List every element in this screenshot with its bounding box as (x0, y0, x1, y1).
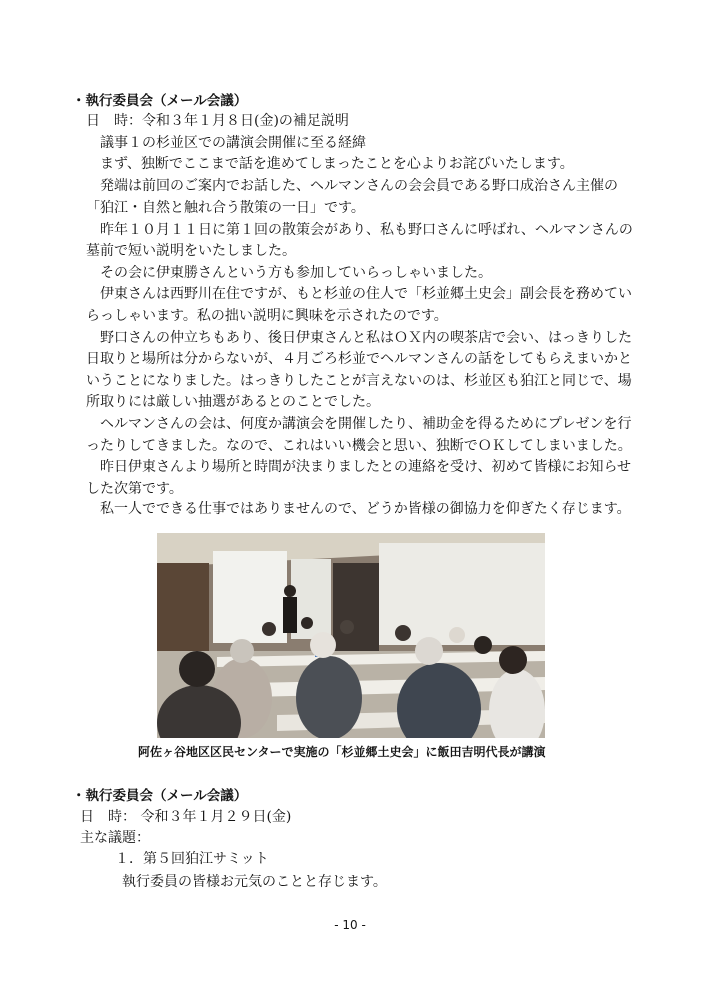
section1-datetime: 日 時：令和３年１月８日(金)の補足説明 (86, 113, 349, 129)
photo-speaker-head (284, 585, 296, 597)
body-line: 私一人でできる仕事ではありませんので、どうか皆様の御協力を仰ぎたく存じます。 (100, 501, 631, 517)
section1-agenda-item: 議事１の杉並区での講演会開催に至る経緯 (100, 135, 366, 151)
body-line: 発端は前回のご案内でお話した、ヘルマンさんの会会員である野口成治さん主催の (100, 178, 618, 194)
body-line: 墓前で短い説明をいたしました。 (86, 243, 296, 259)
page-number: - 10 - (334, 918, 366, 932)
body-line: 野口さんの仲立ちもあり、後日伊東さんと私はＯＸ内の喫茶店で会い、はっきりした (100, 330, 632, 346)
photo-speaker-body (283, 597, 297, 633)
body-line: 所取りには厳しい抽選があるとのことでした。 (86, 394, 380, 410)
photo-audience-head (499, 646, 527, 674)
photo-audience-head (262, 622, 276, 636)
body-line: 昨日伊東さんより場所と時間が決まりましたとの連絡を受け、初めて皆様にお知らせ (100, 459, 632, 475)
photo-audience-head (415, 637, 443, 665)
body-line: した次第です。 (86, 481, 183, 497)
body-line: ったりしてきました。なので、これはいい機会と思い、独断でＯＫしてしまいました。 (86, 438, 632, 454)
photo-audience-head (230, 639, 254, 663)
body-line: その会に伊東勝さんという方も参加していらっしゃいました。 (100, 265, 492, 281)
section2-agenda-item: １．第５回狛江サミット (115, 851, 269, 867)
body-line: 「狛江・自然と触れ合う散策の一日」です。 (86, 200, 365, 216)
photo-audience-head (310, 632, 336, 658)
section2-heading: ・執行委員会（メール会議） (72, 788, 248, 804)
photo-back-wall-dark (333, 563, 379, 651)
photo-audience-head (179, 651, 215, 687)
photo-audience-head (340, 620, 354, 634)
section1-heading: ・執行委員会（メール会議） (72, 93, 248, 109)
photo-audience-head (449, 627, 465, 643)
section2-body-line: 執行委員の皆様お元気のことと存じます。 (122, 874, 387, 890)
photo-audience-head (395, 625, 411, 641)
section2-datetime: 日 時： 令和３年１月２９日(金) (80, 809, 292, 825)
body-line: らっしゃいます。私の拙い説明に興味を示されたのです。 (86, 308, 448, 324)
photo-audience-head (474, 636, 492, 654)
body-line: 昨年１０月１１日に第１回の散策会があり、私も野口さんに呼ばれ、ヘルマンさんの (100, 222, 633, 238)
body-line: いうことになりました。はっきりしたことが言えないのは、杉並区も狛江と同じで、場 (86, 373, 632, 389)
lecture-photo (157, 533, 545, 738)
photo-audience-body (296, 656, 362, 738)
body-line: 伊東さんは西野川在住ですが、もと杉並の住人で「杉並郷土史会」副会長を務めてい (100, 286, 632, 302)
body-line: ヘルマンさんの会は、何度か講演会を開催したり、補助金を得るためにプレゼンを行 (100, 416, 632, 432)
photo-caption: 阿佐ヶ谷地区区民センターで実施の「杉並郷土史会」に飯田吉明代長が講演 (138, 745, 546, 759)
body-line: まず、独断でここまで話を進めてしまったことを心よりお詫びいたします。 (100, 156, 574, 172)
section2-agenda-label: 主な議題： (80, 830, 150, 846)
lecture-photo-image (157, 533, 545, 738)
body-line: 日取りと場所は分からないが、４月ごろ杉並でヘルマンさんの話をしてもらえまいかと (86, 351, 632, 367)
photo-audience-head (301, 617, 313, 629)
